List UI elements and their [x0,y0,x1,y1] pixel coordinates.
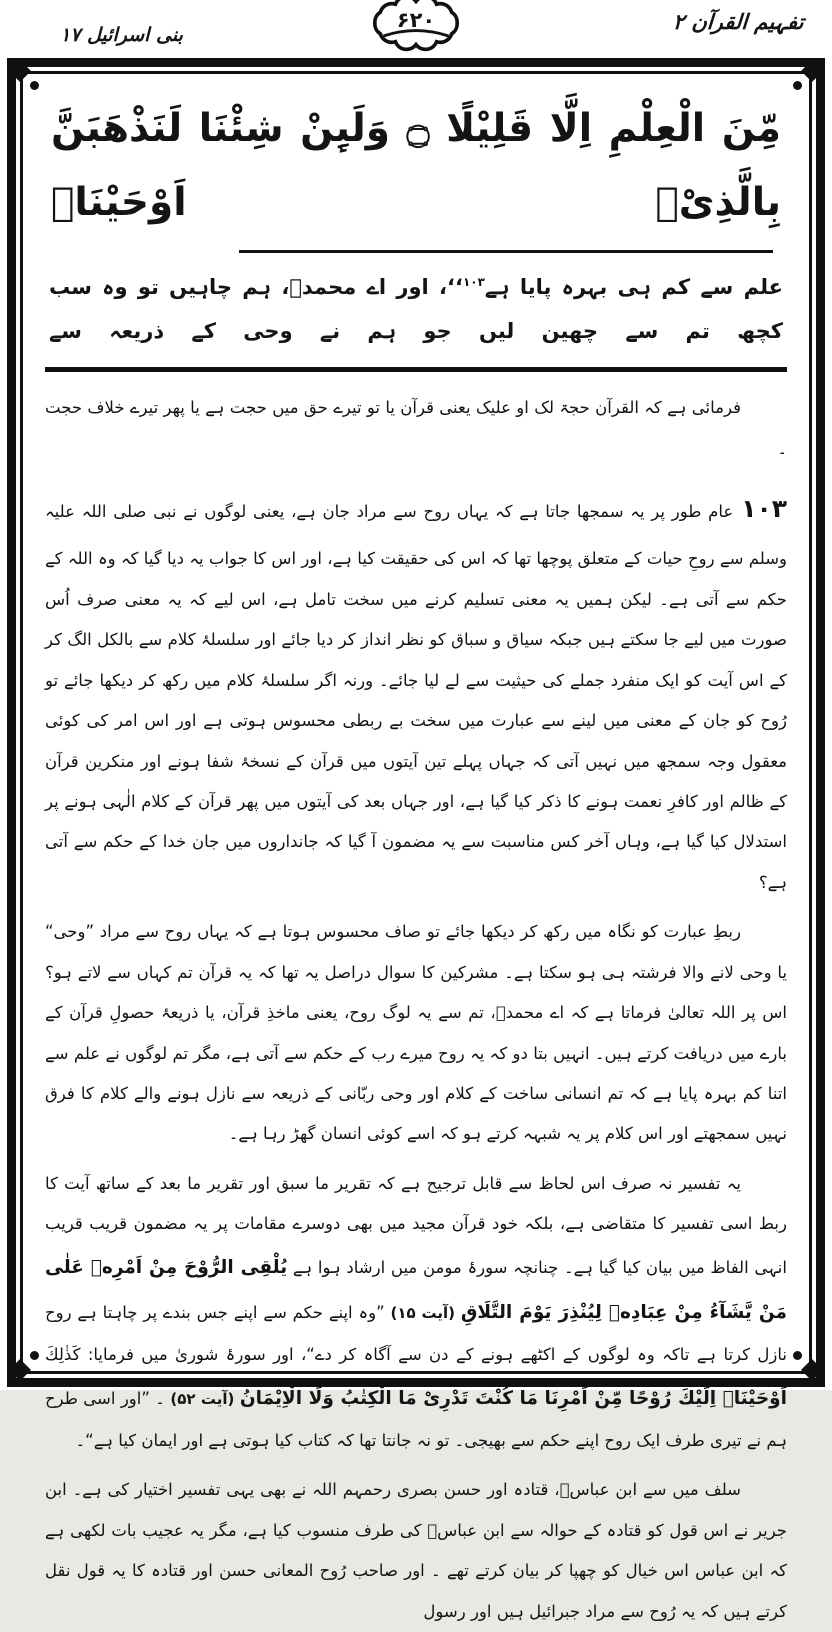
commentary-paragraph-context: ربطِ عبارت کو نگاہ میں رکھ کر دیکھا جائے تو صاف محسوس ہوتا ہے کہ یہاں روح سے مراد ”وحی“ یا وحی لانے والا فرشتہ ہی ہو سکتا ہے۔ مشرکین کا سوال دراصل یہ تھا کہ یہ قرآن تم کہاں سے لاتے ہو؟ اس پر اللہ تعالیٰ فرماتا ہے کہ اے محمدؐ، تم سے یہ لوگ روح، یعنی ماخذِ قرآن، یا ذریعۂ حصولِ قرآن کے بارے میں دریافت کرتے ہیں۔ انہیں بتا دو کہ یہ روح میرے رب کے حکم سے آتی ہے، مگر تم لوگوں نے علم سے اتنا کم بہرہ پایا ہے کہ تم انسانی ساخت کے کلام اور وحی ربّانی کے ذریعہ سے نازل ہونے والے کلام کا فرق نہیں سمجھتے اور اس کلام پر یہ شبہہ کرتے ہو کہ اسے کوئی انسان گھڑ رہا ہے۔ [45,922,787,1144]
quran-verse-arabic: مِّنَ الْعِلْمِ اِلَّا قَلِیْلًا ۝ وَلَىِٕنْ شِئْنَا لَنَذْهَبَنَّ بِالَّذِیْۤ اَوْحَیْنَاۤ [51,106,781,226]
corner-ornament-icon [795,1353,829,1387]
divider-thin [239,250,773,253]
quran-quote-momin: یُلْقِی الرُّوْحَ مِنْ اَمْرِهٖ عَلٰی مَنْ یَّشَآءُ مِنْ عِبَادِهٖ لِیُنْذِرَ یَوْمَ التَّلَاقِ [45,1256,787,1323]
corner-ornament-icon [3,1353,37,1387]
page-number-medallion [364,0,468,52]
frame-inner [20,71,812,1621]
quran-quote-shura: اَوْحَیْنَاۤ اِلَیْكَ رُوْحًا مِّنْ اَمْرِنَا مَا كُنْتَ تَدْرِیْ مَا الْكِتٰبُ وَلَا الْاِیْمَانُ [239,1387,788,1409]
quote-tail-text: ۔ ”اور اسی طرح ہم نے تیری طرف ایک روح اپنے حکم سے بھیجی۔ تو نہ جانتا تھا کہ کتاب کیا ہوتی ہے اور ایمان کیا ہے“۔ [45,1388,787,1450]
surah-title: بنی اسرائیل ۱۷ [60,24,183,46]
quote-lead-text: یہ تفسیر نہ صرف اس لحاظ سے قابل ترجیح ہے کہ تقریر ما سبق اور تقریر ما بعد کے ساتھ آیت کا ربط اسی تفسیر کا متقاضی ہے، بلکہ خود قرآن مجید میں بھی دوسرے مقامات پر یہ مضمون قریب قریب انہی الفاظ میں بیان کیا گیا ہے۔ چنانچہ سورۂ مومن میں ارشاد ہوا ہے [45,1173,787,1277]
translation-text-continued: ‘‘، اور اے محمدؐ، ہم چاہیں تو وہ سب کچھ تم سے چھین لیں جو ہم نے وحی کے ذریعہ سے [49,275,783,344]
commentary-paragraph-quotes [45,1164,787,1462]
translation-text: علم سے کم ہی بہرہ پایا ہے [484,275,783,300]
footnote-marker: ۱۰۳ [462,275,485,290]
commentary-paragraph-salaf: سلف میں سے ابن عباسؓ، قتادہ اور حسن بصری رحمہم اللہ نے بھی یہی تفسیر اختیار کی ہے۔ ابن جریر نے اس قول کو قتادہ کے حوالہ سے ابن عباسؓ کی طرف منسوب کیا ہے، مگر یہ عجیب بات لکھی ہے کہ ابن عباس اس خیال کو چھپا کر بیان کرتے تھے ۔ اور صاحب رُوح المعانی حسن اور قتادہ کا یہ قول نقل کرتے ہیں کہ یہ رُوح سے مراد جبرائیل ہیں اور رسول [45,1480,787,1621]
footnote-103-paragraph [45,478,787,903]
divider-thick [45,367,787,372]
verse-translation-urdu [45,265,787,353]
quote-middle-text: ”وہ اپنے حکم سے اپنے جس بندے پر چاہتا ہے روح نازل کرتا ہے تاکہ وہ لوگوں کے اکٹھے ہونے کے دن سے آگاہ کر دے“، اور سورۂ شوریٰ میں فرمایا: كَذٰلِكَ [45,1302,787,1365]
footnote-text: عام طور پر یہ سمجھا جاتا ہے کہ یہاں روح سے مراد جان ہے، یعنی لوگوں نے نبی صلی اللہ علیہ وسلم سے روحِ حیات کے متعلق پوچھا تھا کہ اس کی حقیقت کیا ہے، اور اس کا جواب یہ دیا گیا کہ وہ اللہ کے حکم سے آتی ہے۔ لیکن ہمیں یہ معنی تسلیم کرنے میں سخت تامل ہے، اس لیے کہ یہ معنی صرف اُس صورت میں لیے جا سکتے ہیں جبکہ سیاق و سباق کو نظر انداز کر دیا جائے اور سلسلۂ کلام سے بالکل الگ کر کے اس آیت کو ایک منفرد جملے کی حیثیت سے لے لیا جائے۔ ورنہ اگر سلسلۂ کلام میں رکھ کر دیکھا جائے تو رُوح کو جان کے معنی میں لینے سے عبارت میں سخت بے ربطی محسوس ہوتی ہے اور اس امر کی کوئی معقول وجہ سمجھ میں نہیں آتی کہ جہاں پہلے تین آیتوں میں قرآن کے نسخۂ شفا ہونے اور منکرین قرآن کے ظالم اور کافرِ نعمت ہونے کا ذکر کیا گیا ہے، اور جہاں بعد کی آیتوں میں پھر قرآن کے کلام الٰہی ہونے پر استدلال کیا گیا ہے، وہاں آخر کس مناسبت سے یہ مضمون آ گیا کہ جانداروں میں جان خدا کے حکم سے آتی ہے؟ [45,502,787,892]
running-head [0,0,832,58]
corner-ornament-icon [3,54,37,88]
decorative-frame [7,58,825,1621]
ayah-reference: (آیت ۵۲) [170,1389,235,1408]
ayah-reference: (آیت ۱۵) [390,1303,455,1322]
page-number: ۶۲۰ [396,8,436,32]
commentary-intro-paragraph: فرمائی ہے کہ القرآن حجۃ لک او علیک یعنی قرآن یا تو تیرے حق میں حجت ہے یا پھر تیرے خلاف حجت ۔ [45,398,787,458]
corner-ornament-icon [795,54,829,88]
book-title: تفہیم القرآن ۲ [672,10,805,34]
commentary [45,388,787,1632]
footnote-number: ۱۰۳ [741,494,787,524]
